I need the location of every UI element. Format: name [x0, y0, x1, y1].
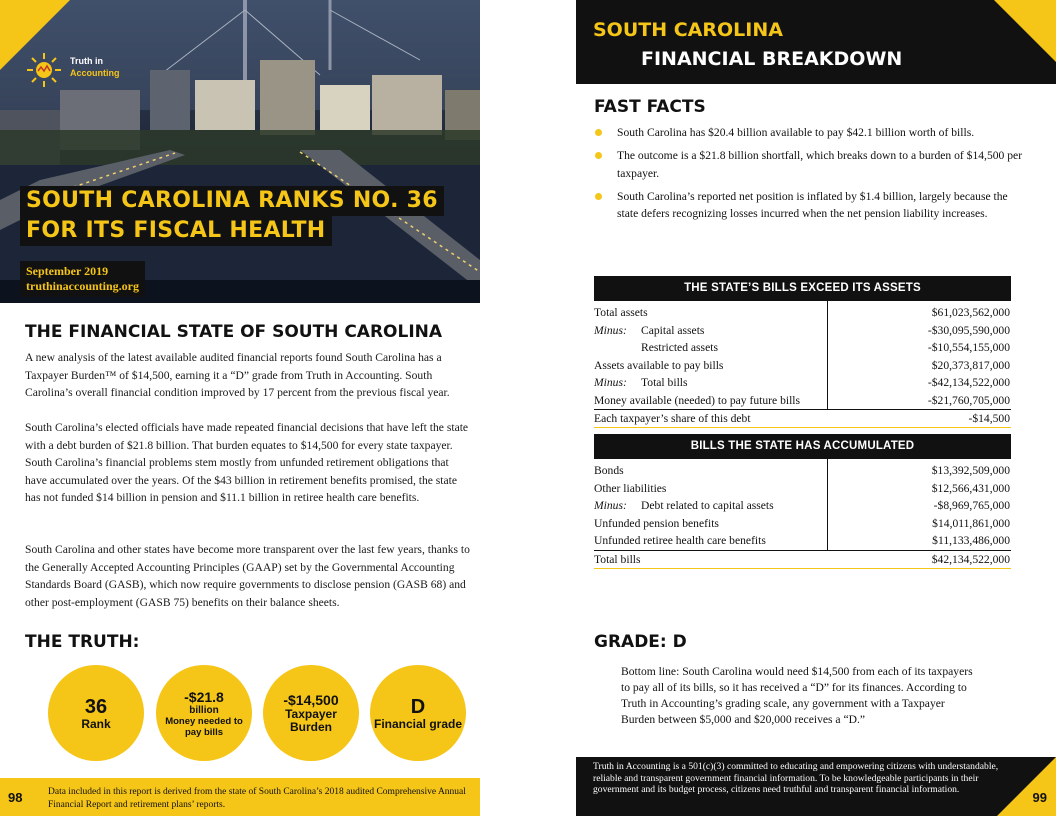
total-value: $42,134,522,000 [931, 552, 1010, 566]
bullet-icon [595, 152, 602, 159]
sun-icon [26, 52, 62, 88]
title-breakdown: FINANCIAL BREAKDOWN [641, 48, 903, 70]
assets-table-body [594, 301, 1011, 410]
left-footer [0, 778, 480, 816]
financial-state-heading: THE FINANCIAL STATE OF SOUTH CAROLINA [25, 322, 443, 342]
row-prefix: Minus: [594, 323, 627, 337]
body-paragraph-3: South Carolina and other states have become more transparent over the last few years, thanks to the Generally Accepted Accounting Principles (GAAP) set by the Governmental Accounting Standards Board (GASB), which now require governments to disclose pension (GASB 68) and other post-employment (GASB 75) benefits on their balance sheets. [25, 543, 470, 609]
money-needed-unit: billion [189, 704, 219, 716]
logo-text-line2: Accounting [70, 68, 120, 78]
row-value: $61,023,562,000 [931, 306, 1010, 319]
row-label: Capital assets [641, 323, 705, 337]
fast-fact-item [594, 124, 1026, 141]
grade-heading: GRADE: D [594, 632, 687, 652]
table-total-row [594, 410, 1011, 428]
financial-grade-label: Financial grade [373, 716, 463, 731]
report-date: September 2019 [26, 264, 109, 278]
row-prefix: Minus: [594, 376, 627, 389]
row-label: Assets available to pay bills [594, 358, 724, 372]
row-label: Unfunded retiree health care benefits [594, 534, 766, 547]
row-label: Other liabilities [594, 481, 667, 495]
row-value: -$8,969,765,000 [933, 499, 1010, 512]
body-paragraph-1: A new analysis of the latest available audited financial reports found South Carolina has a Taxpayer Burden™ of $14,500, earning it a “D” grade from Truth in Accounting. South Carolina’s overall financial condition improved by 17 percent from the previous fiscal year. [25, 351, 450, 399]
table-row [594, 339, 1011, 357]
money-needed-circle [156, 665, 252, 761]
corner-accent [997, 757, 1056, 816]
table-row [594, 392, 1011, 410]
assets-table [594, 276, 1011, 428]
row-label: Unfunded pension benefits [594, 516, 719, 530]
row-value: $12,566,431,000 [931, 481, 1010, 495]
fast-fact-item [594, 147, 1026, 182]
row-value: $20,373,817,000 [931, 358, 1010, 372]
row-value: $13,392,509,000 [931, 464, 1010, 477]
bills-table-body [594, 459, 1011, 551]
taxpayer-burden-label: Taxpayer Burden [285, 707, 337, 734]
title-state: SOUTH CAROLINA [593, 19, 783, 41]
fast-fact-text: The outcome is a $21.8 billion shortfall, which breaks down to a burden of $14,500 per taxpayer. [617, 149, 1023, 180]
row-prefix: Minus: [594, 499, 627, 512]
financial-grade-circle [370, 665, 466, 761]
taxpayer-burden-value: -$14,500 [283, 692, 339, 708]
cover-photo [0, 0, 480, 303]
organization-statement: Truth in Accounting is a 501(c)(3) committed to educating and empowering citizens with understandable, reliable and transparent government financial information. To be knowledgeable participants in their government and its budget process, citizens need truthful and transparent financial information. [593, 761, 999, 795]
table-row [594, 357, 1011, 375]
table-row [594, 322, 1011, 340]
row-label: Total bills [641, 376, 688, 389]
logo-text-line1: Truth in [70, 56, 103, 66]
row-value: -$21,760,705,000 [927, 393, 1010, 407]
bottom-line-text: Bottom line: South Carolina would need $14,500 from each of its taxpayers to pay all of its bills, so it has received a “D” for its finances. According to Truth in Accounting’s grading scale, any government with a Taxpayer Burden between $5,000 and $20,000 receives a “D.” [621, 665, 973, 726]
page-number-left: 98 [8, 790, 23, 805]
truth-in-accounting-logo [26, 52, 136, 88]
rank-label: Rank [81, 716, 111, 731]
website-link[interactable]: truthinaccounting.org [26, 279, 140, 293]
row-label: Restricted assets [641, 341, 718, 354]
rank-circle [48, 665, 144, 761]
title-block [576, 0, 1056, 84]
bills-table-title: BILLS THE STATE HAS ACCUMULATED [594, 434, 1011, 459]
assets-table-title: THE STATE’S BILLS EXCEED ITS ASSETS [594, 276, 1011, 301]
bills-table [594, 434, 1011, 569]
total-value: -$14,500 [968, 412, 1010, 425]
table-row [594, 374, 1011, 392]
fast-fact-text: South Carolina’s reported net position is inflated by $1.4 billion, largely because the state defers recognizing losses incurred when the net pension liability increases. [617, 189, 1008, 221]
fast-fact-text: South Carolina has $20.4 billion available to pay $42.1 billion worth of bills. [617, 126, 975, 139]
date-box [20, 261, 145, 297]
page-number-right: 99 [1032, 790, 1047, 805]
body-paragraph-2: South Carolina’s elected officials have made repeated financial decisions that have left the state with a debt burden of $21.8 billion. That burden equates to $14,500 for every state taxpayer. South Carolina’s financial problems stem mostly from unfunded retirement obligations that have accumulated over the years. Of the $43 billion in retirement benefits promised, the state has not funded $14 billion in pension and $11.1 billion in retiree health care benefits. [25, 421, 469, 504]
rank-banner-line2: FOR ITS FISCAL HEALTH [20, 216, 332, 246]
total-label: Each taxpayer’s share of this debt [594, 412, 751, 425]
fast-facts-list [594, 124, 1026, 228]
table-row [594, 497, 1011, 515]
bullet-icon [595, 129, 602, 136]
table-row [594, 515, 1011, 533]
right-footer [576, 757, 1056, 816]
rank-value: 36 [84, 695, 108, 718]
table-row [594, 532, 1011, 550]
row-value: -$30,095,590,000 [927, 323, 1010, 337]
row-label: Debt related to capital assets [641, 499, 774, 512]
fast-facts-heading: FAST FACTS [594, 97, 706, 117]
row-label: Total assets [594, 306, 648, 319]
money-needed-label: Money needed to pay bills [165, 715, 243, 738]
corner-accent [994, 0, 1056, 62]
row-value: $14,011,861,000 [932, 516, 1010, 530]
table-row [594, 304, 1011, 322]
table-row [594, 480, 1011, 498]
data-source-note: Data included in this report is derived from the state of South Carolina’s 2018 audited Comprehensive Annual Financial Report and retirement plans’ reports. [48, 787, 466, 810]
row-value: $11,133,486,000 [932, 534, 1010, 547]
the-truth-heading: THE TRUTH: [25, 632, 140, 652]
row-value: -$10,554,155,000 [927, 341, 1010, 354]
row-label: Money available (needed) to pay future bills [594, 393, 801, 407]
city-bridge-photo [0, 0, 480, 303]
table-total-row [594, 551, 1011, 569]
table-row [594, 462, 1011, 480]
rank-banner-line1: SOUTH CAROLINA RANKS NO. 36 [20, 186, 444, 216]
fast-fact-item [594, 188, 1026, 223]
row-value: -$42,134,522,000 [927, 376, 1010, 389]
row-label: Bonds [594, 464, 624, 477]
total-label: Total bills [594, 552, 641, 566]
financial-grade-value: D [410, 695, 426, 718]
money-needed-value: -$21.8 [184, 688, 224, 705]
bullet-icon [595, 193, 602, 200]
taxpayer-burden-circle [263, 665, 359, 761]
